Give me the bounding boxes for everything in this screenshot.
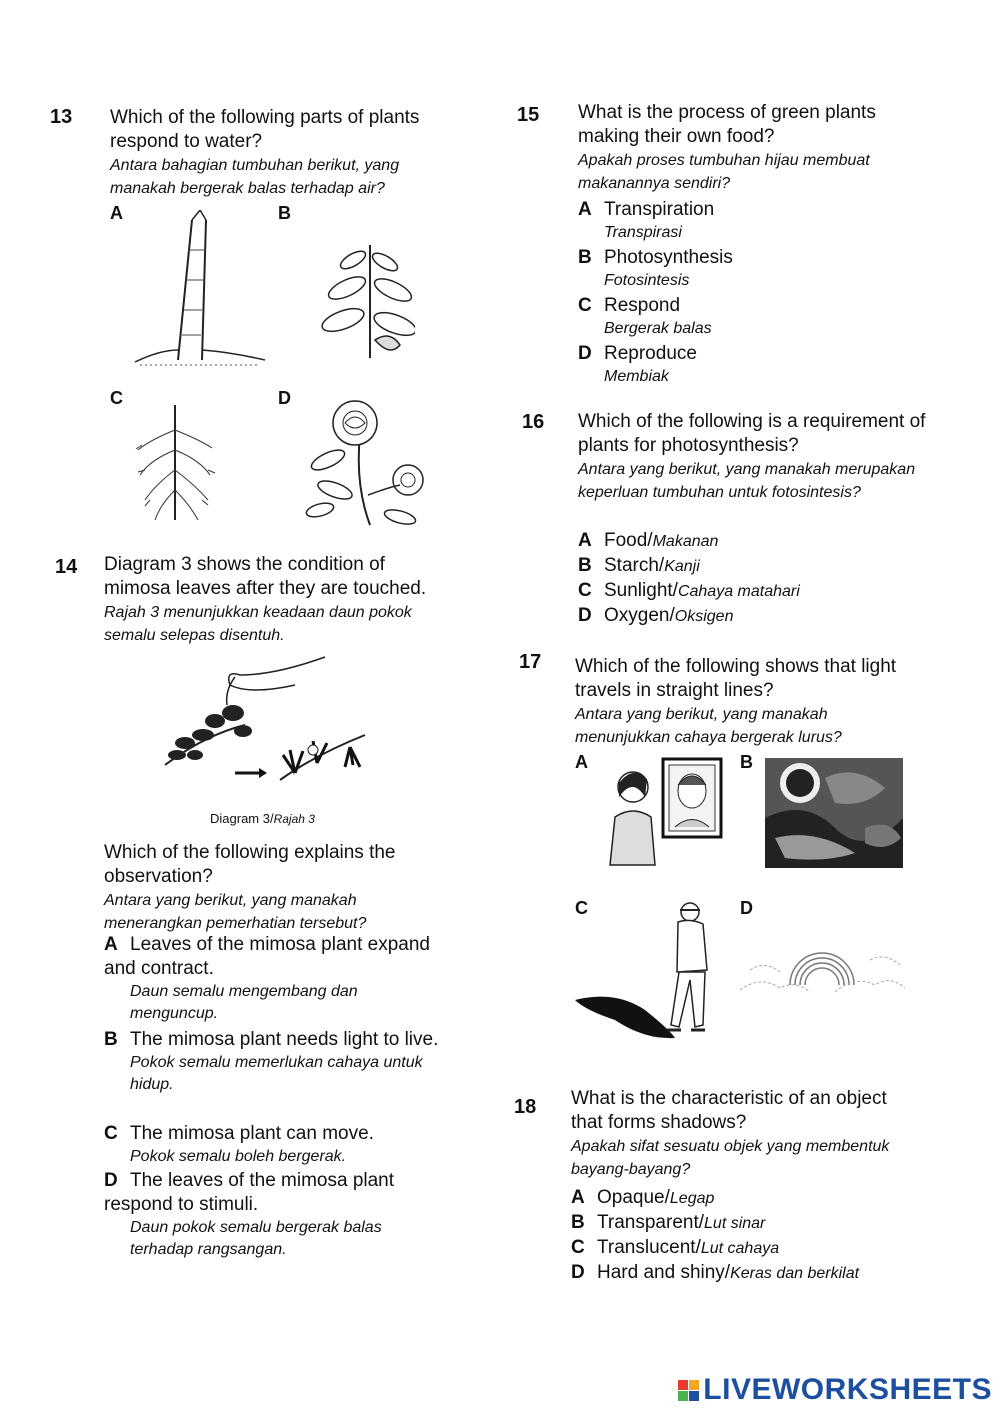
question-text-en: What is the characteristic of an object that forms shadows?	[571, 1088, 887, 1133]
option-b[interactable]	[578, 555, 700, 577]
question-number: 14	[55, 556, 78, 578]
option-text-ms: Legap	[669, 1190, 715, 1207]
question-15	[578, 101, 923, 195]
question-18	[571, 1087, 906, 1181]
plant-roots-image[interactable]	[130, 400, 220, 530]
option-text-en: Starch/	[604, 555, 665, 576]
option-letter: B	[571, 1212, 585, 1233]
question-text-ms: Apakah proses tumbuhan hijau membuat makanannya sendiri?	[578, 152, 870, 192]
option-text-ms: Makanan	[652, 533, 719, 550]
option-text-en: Opaque/	[597, 1187, 670, 1208]
option-text-ms: Keras dan berkilat	[730, 1265, 860, 1282]
liveworksheets-logo	[678, 1373, 992, 1407]
question-17	[575, 655, 905, 749]
option-c[interactable]	[578, 580, 800, 602]
option-text-ms: Lut cahaya	[700, 1240, 780, 1257]
girl-mirror-image[interactable]	[605, 757, 725, 867]
diagram-caption	[210, 811, 315, 826]
option-label-b[interactable]: B	[740, 752, 753, 772]
option-b[interactable]	[578, 246, 733, 292]
option-text-ms: Pokok semalu boleh bergerak.	[130, 1148, 347, 1165]
question-text-ms: Antara yang berikut, yang manakah merupakan keperluan tumbuhan untuk fotosintesis?	[578, 461, 916, 501]
option-text-en: Translucent/	[597, 1237, 701, 1258]
option-c[interactable]	[578, 294, 712, 340]
question-text-en: Which of the following is a requirement of plants for photosynthesis?	[578, 411, 926, 456]
question-text-en: Which of the following parts of plants respond to water?	[110, 107, 420, 152]
watermark-text: LIVEWORKSHEETS	[703, 1373, 992, 1406]
option-text-en: Respond	[604, 295, 681, 316]
option-text-ms: Membiak	[604, 368, 669, 385]
option-text-en: Leaves of the mimosa plant expand and contract.	[104, 934, 430, 979]
option-c[interactable]	[571, 1237, 779, 1259]
question-text-ms: Apakah sifat sesuatu objek yang membentuk bayang-bayang?	[571, 1138, 890, 1178]
option-text-ms: Lut sinar	[704, 1215, 766, 1232]
option-text-en: Food/	[604, 530, 653, 551]
option-text-ms: Oksigen	[674, 608, 734, 625]
option-a[interactable]	[571, 1187, 714, 1209]
option-text-en: Photosynthesis	[604, 247, 733, 268]
option-text-ms: Cahaya matahari	[677, 583, 800, 600]
option-text-en: Oxygen/	[604, 605, 675, 626]
option-d[interactable]	[578, 342, 697, 388]
option-text-en: The mimosa plant can move.	[130, 1123, 374, 1144]
option-text-en: Hard and shiny/	[597, 1262, 731, 1283]
option-letter: D	[571, 1262, 585, 1283]
option-text-ms: Daun pokok semalu bergerak balas terhadap rangsangan.	[130, 1219, 382, 1258]
question-text-ms: Antara bahagian tumbuhan berikut, yang manakah bergerak balas terhadap air?	[110, 157, 400, 197]
rainbow-image[interactable]	[740, 930, 905, 1000]
plant-flower-image[interactable]	[300, 395, 440, 530]
plant-stem-image[interactable]	[130, 210, 270, 370]
question-number: 17	[519, 651, 542, 673]
question-13	[110, 106, 455, 200]
caption-en: Diagram 3/	[210, 811, 274, 826]
option-letter: C	[578, 580, 592, 601]
option-text-en: The leaves of the mimosa plant respond to stimuli.	[104, 1170, 395, 1215]
question-number: 13	[50, 106, 73, 128]
liveworksheets-icon	[678, 1380, 700, 1402]
person-shadow-image[interactable]	[575, 900, 725, 1040]
question-text-en: Which of the following shows that light travels in straight lines?	[575, 656, 897, 701]
option-d[interactable]	[104, 1169, 439, 1261]
option-letter: D	[578, 343, 592, 364]
option-text-en: Sunlight/	[604, 580, 678, 601]
question-text-ms: Antara yang berikut, yang manakah menunjukkan cahaya bergerak lurus?	[575, 706, 842, 746]
option-label-c[interactable]: C	[110, 388, 123, 408]
option-b[interactable]	[571, 1212, 765, 1234]
option-text-ms: Transpirasi	[604, 224, 682, 241]
plant-shoot-image[interactable]	[315, 240, 415, 360]
question-text-en: Diagram 3 shows the condition of mimosa leaves after they are touched.	[104, 554, 427, 599]
option-d[interactable]	[571, 1262, 859, 1284]
option-label-a[interactable]: A	[575, 752, 588, 772]
option-text-ms: Bergerak balas	[604, 320, 712, 337]
option-letter: C	[578, 295, 592, 316]
option-label-d[interactable]: D	[278, 388, 291, 408]
option-text-en: Transpiration	[604, 199, 715, 220]
option-text-en: Transparent/	[597, 1212, 705, 1233]
option-a[interactable]	[104, 933, 439, 1025]
question-text-ms: Rajah 3 menunjukkan keadaan daun pokok semalu selepas disentuh.	[104, 604, 412, 644]
option-label-a[interactable]: A	[110, 203, 123, 223]
option-text-en: Reproduce	[604, 343, 697, 364]
option-letter: B	[104, 1029, 118, 1050]
question-14	[104, 553, 439, 647]
question-text-en: Which of the following explains the observation?	[104, 842, 396, 887]
option-text-ms: Fotosintesis	[604, 272, 690, 289]
option-letter: D	[578, 605, 592, 626]
mimosa-diagram	[155, 655, 375, 790]
option-text-ms: Kanji	[664, 558, 700, 575]
caption-ms: Rajah 3	[273, 812, 315, 826]
option-text-ms: Pokok semalu memerlukan cahaya untuk hidup.	[130, 1054, 423, 1093]
shadow-photo-image[interactable]	[765, 758, 903, 868]
option-letter: A	[571, 1187, 585, 1208]
option-label-d[interactable]: D	[740, 898, 753, 918]
question-number: 18	[514, 1096, 537, 1118]
option-text-ms: Daun semalu mengembang dan menguncup.	[130, 983, 358, 1022]
question-number: 15	[517, 104, 540, 126]
option-b[interactable]	[104, 1028, 439, 1096]
option-text-en: The mimosa plant needs light to live.	[130, 1029, 439, 1050]
option-letter: C	[571, 1237, 585, 1258]
option-a[interactable]	[578, 530, 718, 552]
option-letter: B	[578, 555, 592, 576]
question-number: 16	[522, 411, 545, 433]
option-a[interactable]	[578, 198, 714, 244]
option-c[interactable]	[104, 1122, 439, 1168]
question-16	[578, 410, 928, 504]
option-label-c[interactable]: C	[575, 898, 588, 918]
option-letter: B	[578, 247, 592, 268]
option-letter: D	[104, 1170, 118, 1191]
question-text-ms: Antara yang berikut, yang manakah menerangkan pemerhatian tersebut?	[104, 892, 367, 932]
option-letter: A	[104, 934, 118, 955]
option-letter: A	[578, 530, 592, 551]
option-letter: C	[104, 1123, 118, 1144]
option-letter: A	[578, 199, 592, 220]
option-label-b[interactable]: B	[278, 203, 291, 223]
question-14-prompt	[104, 841, 439, 935]
question-text-en: What is the process of green plants making their own food?	[578, 102, 876, 147]
option-d[interactable]	[578, 605, 733, 627]
